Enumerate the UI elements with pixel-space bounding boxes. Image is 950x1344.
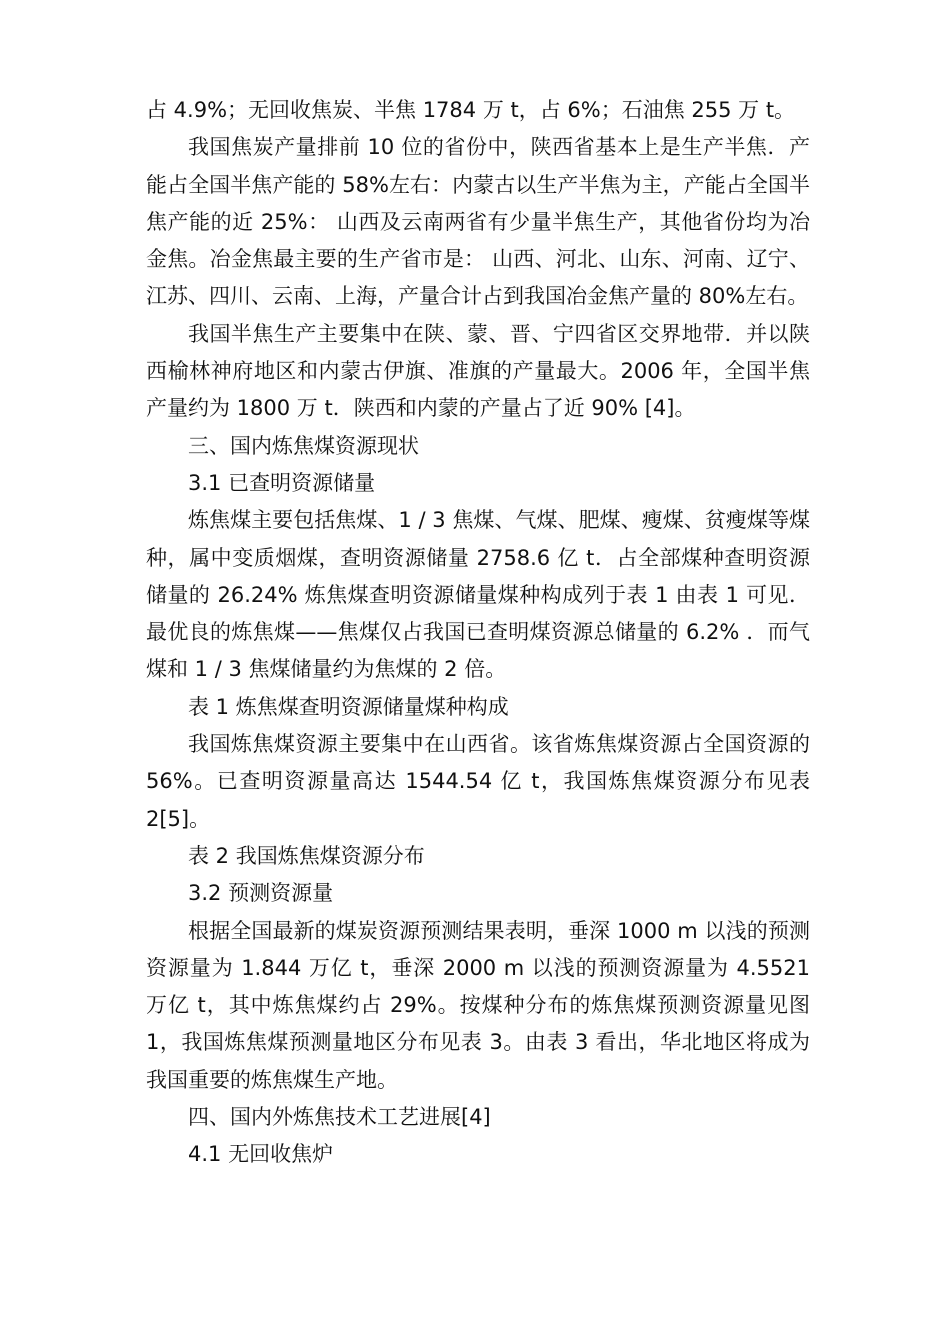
paragraph-semi-coke-production: 我国半焦生产主要集中在陕、蒙、晋、宁四省区交界地带．并以陕西榆林神府地区和内蒙古伊旗、准旗的产量最大。2006 年，全国半焦产量约为 1800 万 t．陕西和内蒙的产量占了近 90% [4]。 [146, 321, 810, 421]
paragraph-coking-coal-types: 炼焦煤主要包括焦煤、1 / 3 焦煤、气煤、肥煤、瘦煤、贫瘦煤等煤种，属中变质烟煤，查明资源储量 2758.6 亿 t．占全部煤种查明资源储量的 26.24% 炼焦煤查明资源储量煤种构成列于表 1 由表 1 可见．最优良的炼焦煤——焦煤仅占我国已查明煤资源总储量的 6.2% ．而气煤和 1 / 3 焦煤储量约为焦煤的 2 倍。 [146, 508, 810, 682]
table-caption-1: 表 1 炼焦煤查明资源储量煤种构成 [188, 694, 509, 719]
subsection-heading-3-1: 3.1 已查明资源储量 [188, 470, 376, 495]
subsection-heading-3-2: 3.2 预测资源量 [188, 881, 334, 906]
subsection-heading-4-1: 4.1 无回收焦炉 [188, 1142, 334, 1167]
paragraph-coke-provinces: 我国焦炭产量排前 10 位的省份中，陕西省基本上是生产半焦．产能占全国半焦产能的 58%左右：内蒙古以生产半焦为主，产能占全国半焦产能的近 25%： 山西及云南两省有少量半焦生产，其他省份均为冶金焦。冶金焦最主要的生产省市是： 山西、河北、山东、河南、辽宁、江苏、四川、云南、上海，产量合计占到我国冶金焦产量的 80%左右。 [146, 135, 810, 309]
table-caption-2: 表 2 我国炼焦煤资源分布 [188, 843, 425, 868]
section-heading-3: 三、国内炼焦煤资源现状 [188, 433, 419, 458]
section-heading-4: 四、国内外炼焦技术工艺进展[4] [188, 1105, 491, 1130]
paragraph-shanxi-resources: 我国炼焦煤资源主要集中在山西省。该省炼焦煤资源占全国资源的 56%。已查明资源量高达 1544.54 亿 t，我国炼焦煤资源分布见表 2[5]。 [146, 732, 810, 831]
paragraph-predicted-resources: 根据全国最新的煤炭资源预测结果表明，垂深 1000 m 以浅的预测资源量为 1.844 万亿 t，垂深 2000 m 以浅的预测资源量为 4.5521 万亿 t，其中炼焦煤约占 29%。按煤种分布的炼焦煤预测资源量见图 1，我国炼焦煤预测量地区分布见表 3。由表 3 看出，华北地区将成为我国重要的炼焦煤生产地。 [146, 918, 810, 1092]
paragraph-continuation: 占 4.9%；无回收焦炭、半焦 1784 万 t，占 6%；石油焦 255 万 t。 [146, 98, 796, 122]
document-page [146, 92, 810, 1174]
